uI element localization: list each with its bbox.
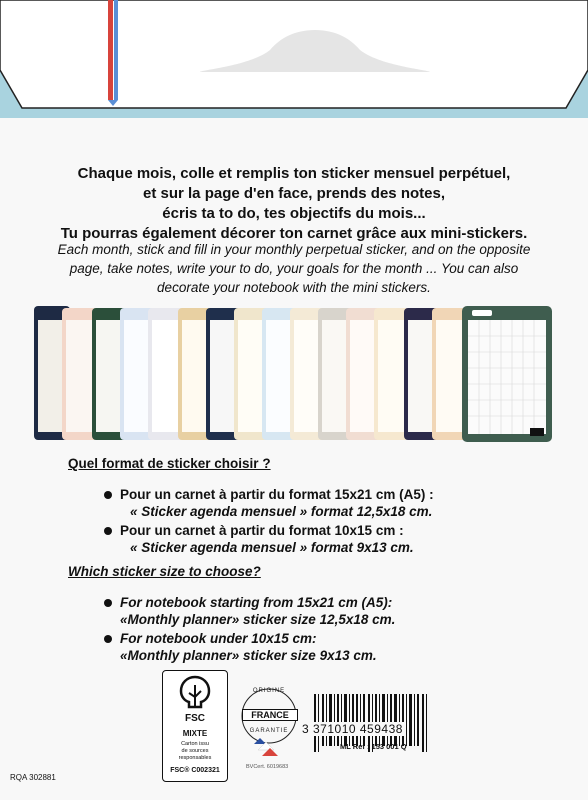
bullet-icon <box>104 527 112 535</box>
section-fr-item-2 <box>110 522 414 556</box>
bullet-icon <box>104 491 112 499</box>
intro-fr-line2: et sur la page d'en face, prends des notes, <box>143 185 445 202</box>
sticker-large <box>462 306 552 442</box>
fsc-text1: Carton issu <box>181 741 209 747</box>
section-en-item-2-line1: For notebook under 10x15 cm: <box>120 631 317 646</box>
barcode-number: 3 371010 459438 <box>302 722 403 736</box>
fsc-code: FSC® C002321 <box>170 767 220 774</box>
ribbon-red <box>108 0 113 100</box>
origin-cert: BVCert. 6019683 <box>246 764 289 770</box>
section-en-item-2 <box>110 630 377 664</box>
bullet-icon <box>104 635 112 643</box>
ribbon-blue <box>114 0 118 100</box>
sticker-samples-image <box>34 306 554 442</box>
intro-fr-line4: Tu pourras également décorer ton carnet grâce aux mini-stickers. <box>60 225 528 242</box>
hanger-header <box>0 0 588 115</box>
fsc-tree-icon <box>163 671 227 715</box>
ml-ref: ML Ref : 153 001 Q <box>340 742 407 751</box>
intro-fr-line3: écris ta to do, tes objectifs du mois... <box>162 205 426 222</box>
section-en-item-2-line2: «Monthly planner» sticker size 9x13 cm. <box>120 648 377 663</box>
section-fr-item-1-line1: Pour un carnet à partir du format 15x21 cm (A5) : <box>120 487 434 502</box>
fsc-text2: de sources <box>181 748 209 754</box>
fsc-label <box>162 670 228 782</box>
section-en-item-1-line1: For notebook starting from 15x21 cm (A5): <box>120 595 393 610</box>
fsc-text3: responsables <box>178 755 212 761</box>
origin-country: FRANCE <box>242 709 298 721</box>
section-en-heading: Which sticker size to choose? <box>68 564 261 579</box>
section-en-item-1 <box>110 594 395 628</box>
origin-top: ORIGINE <box>252 688 286 694</box>
section-fr-item-1 <box>110 486 434 520</box>
fsc-mix: MIXTE <box>182 729 208 738</box>
intro-fr-line1: Chaque mois, colle et remplis ton sticker mensuel perpétuel, <box>77 165 511 182</box>
section-fr-item-1-line2: « Sticker agenda mensuel » format 12,5x18 cm. <box>130 504 433 519</box>
section-en-item-1-line2: «Monthly planner» sticker size 12,5x18 cm. <box>120 612 396 627</box>
origine-france-garantie-logo <box>236 684 302 774</box>
intro-en-line3: decorate your notebook with the mini stickers. <box>157 280 431 295</box>
fsc-brand: FSC <box>185 713 205 724</box>
section-fr-heading: Quel format de sticker choisir ? <box>68 456 271 471</box>
bullet-icon <box>104 599 112 607</box>
rqa-code: RQA 302881 <box>10 773 56 782</box>
origin-bottom: GARANTIE <box>249 728 289 734</box>
intro-en-line1: Each month, stick and fill in your monthly perpetual sticker, and on the opposite <box>57 242 531 257</box>
intro-en-line2: page, take notes, write your to do, your goals for the month ... You can also <box>69 261 519 276</box>
section-fr-item-2-line2: « Sticker agenda mensuel » format 9x13 cm. <box>130 540 414 555</box>
section-fr-item-2-line1: Pour un carnet à partir du format 10x15 cm : <box>120 523 404 538</box>
